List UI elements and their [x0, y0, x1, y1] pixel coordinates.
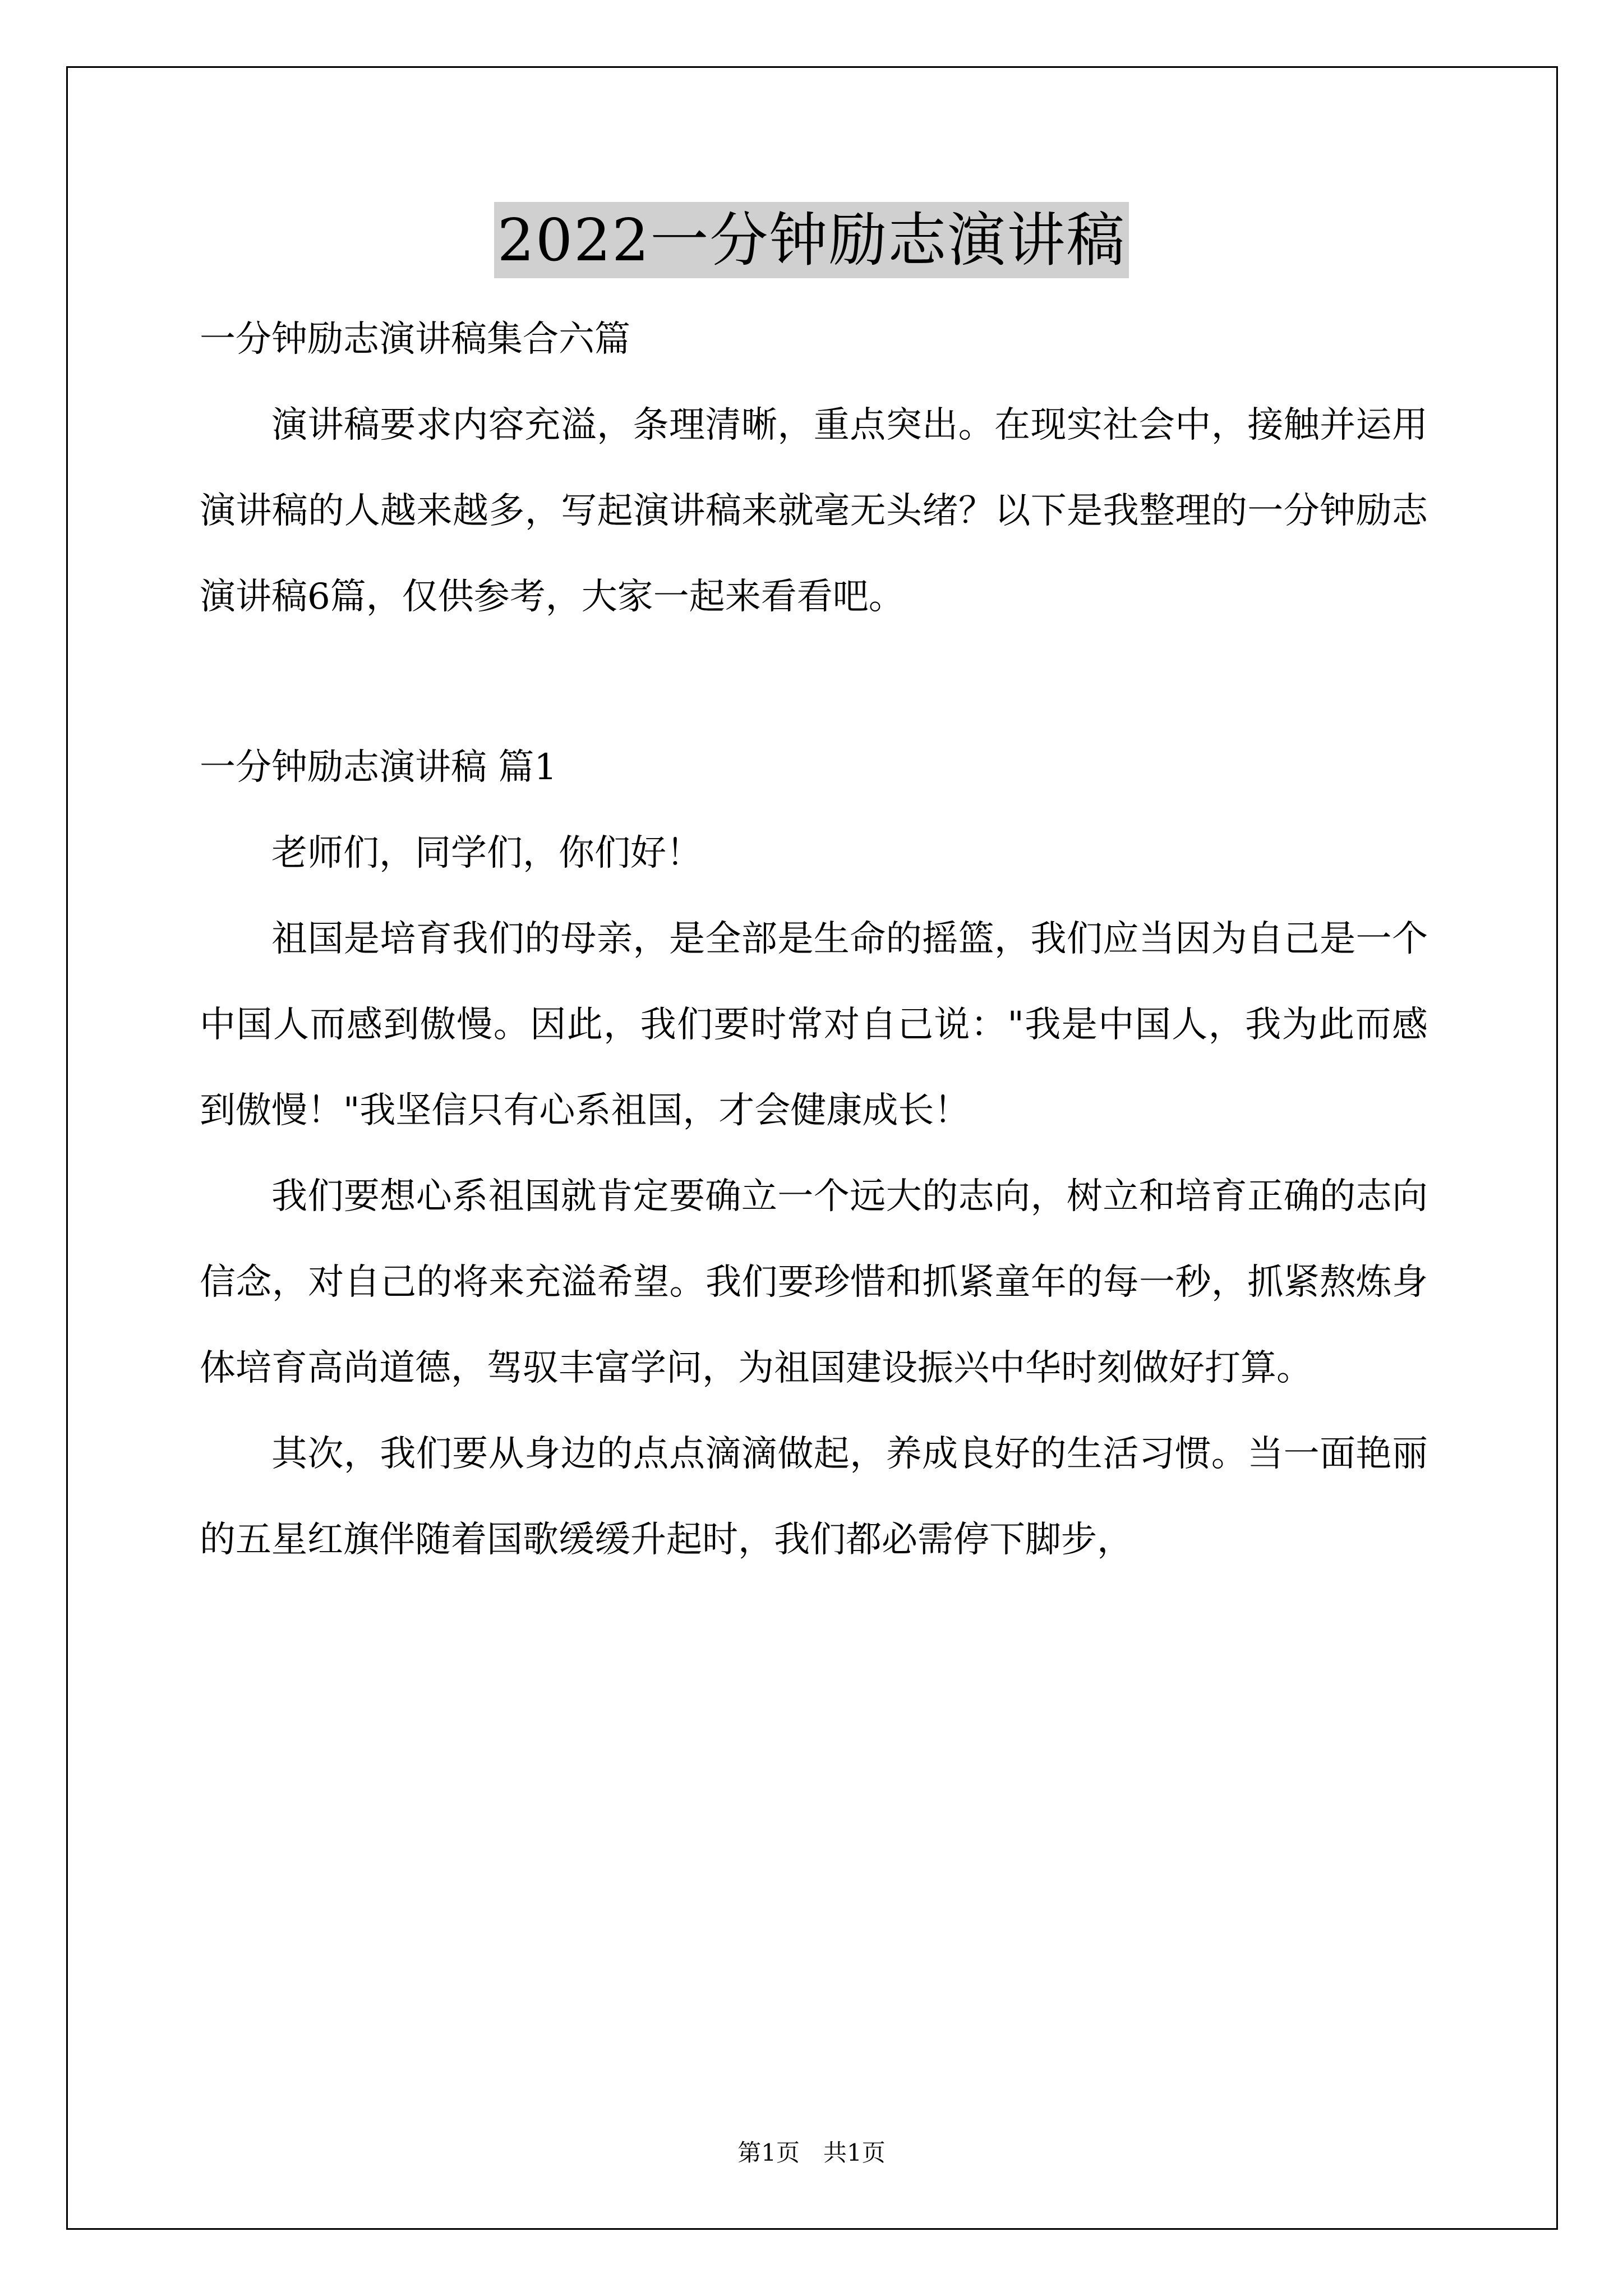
body-paragraph: 其次，我们要从身边的点点滴滴做起，养成良好的生活习惯。当一面艳丽的五星红旗伴随着国歌缓缓升起时，我们都必需停下脚步，	[200, 1433, 1428, 1561]
body-paragraph: 老师们，同学们，你们好！	[271, 832, 702, 874]
body-paragraph: 祖国是培育我们的母亲，是全部是生命的摇篮，我们应当因为自己是一个中国人而感到傲慢。因此，我们要时常对自己说："我是中国人，我为此而感到傲慢！"我坚信只有心系祖国，才会健康成长！	[200, 918, 1428, 1131]
section-spacer	[200, 640, 1428, 724]
document-body	[200, 296, 1428, 1583]
section-heading: 一分钟励志演讲稿 篇1	[200, 747, 557, 788]
title-container	[0, 202, 1623, 278]
document-title: 2022一分钟励志演讲稿	[494, 202, 1129, 278]
intro-paragraph: 演讲稿要求内容充溢，条理清晰，重点突出。在现实社会中，接触并运用演讲稿的人越来越多，写起演讲稿来就毫无头绪？以下是我整理的一分钟励志演讲稿6篇，仅供参考，大家一起来看看吧。	[200, 404, 1428, 618]
page-footer: 第1页 共1页	[737, 2139, 886, 2166]
body-paragraph: 我们要想心系祖国就肯定要确立一个远大的志向，树立和培育正确的志向信念，对自己的将来充溢希望。我们要珍惜和抓紧童年的每一秒，抓紧熬炼身体培育高尚道德，驾驭丰富学问，为祖国建设振兴中华时刻做好打算。	[200, 1176, 1428, 1389]
document-subtitle: 一分钟励志演讲稿集合六篇	[200, 319, 630, 360]
